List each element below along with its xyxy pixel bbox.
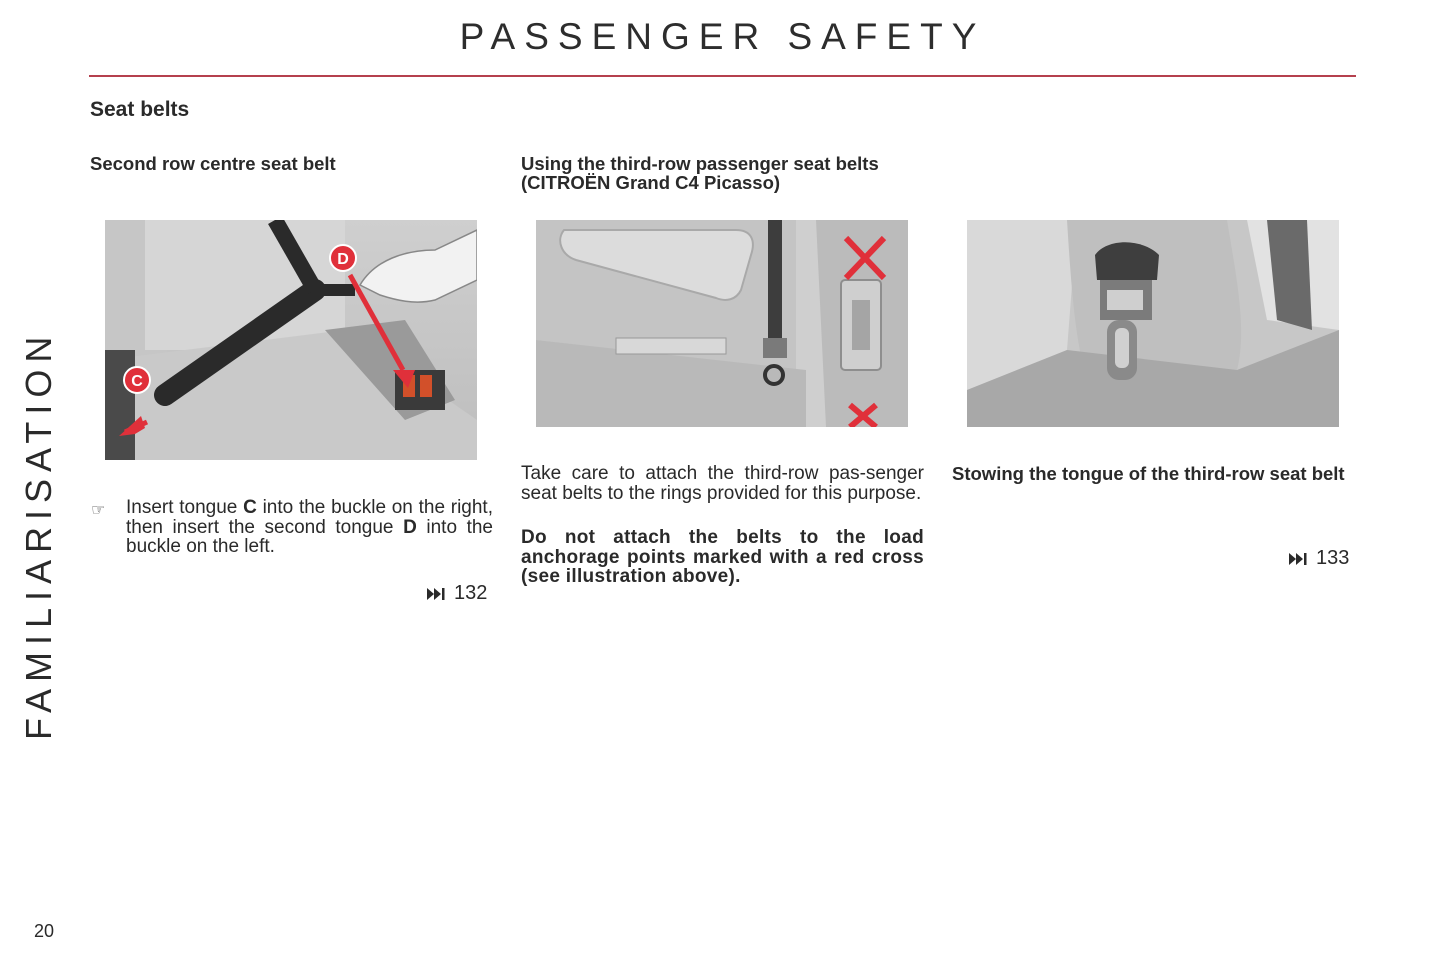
label-c: C bbox=[131, 373, 143, 390]
third-row-rings-photo bbox=[536, 220, 908, 427]
second-row-heading: Second row centre seat belt bbox=[90, 153, 336, 174]
cross-reference-133[interactable] bbox=[1289, 547, 1349, 570]
third-row-heading: Using the third-row passenger seat belts (CITROËN Grand C4 Picasso) bbox=[521, 153, 879, 193]
ref-page-133: 133 bbox=[1316, 547, 1350, 569]
third-row-instruction: Take care to attach the third-row pas-senger seat belts to the rings provided for this purpose. bbox=[521, 463, 924, 504]
second-row-instruction bbox=[126, 498, 493, 557]
instruction-part-2: into the buckle on the right, then insert the second tongue bbox=[126, 497, 493, 538]
ref-page-132: 132 bbox=[454, 582, 488, 604]
third-row-warning: Do not attach the belts to the load anchorage points marked with a red cross (see illustration above). bbox=[521, 527, 924, 587]
page-title: PASSENGER SAFETY bbox=[459, 16, 986, 57]
instruction-part-1: Insert tongue bbox=[126, 497, 244, 518]
stowing-tongue-heading: Stowing the tongue of the third-row seat belt bbox=[952, 463, 1345, 484]
chapter-side-label: FAMILIARISATION bbox=[18, 329, 59, 740]
instruction-part-3: into the buckle on the left. bbox=[126, 516, 493, 557]
tongue-c-label: C bbox=[243, 497, 257, 518]
next-track-icon bbox=[1289, 552, 1308, 566]
tongue-d-label: D bbox=[403, 516, 417, 538]
page-number: 20 bbox=[34, 921, 55, 941]
second-row-belt-photo bbox=[105, 220, 477, 460]
pointing-hand-icon: ☞ bbox=[91, 502, 106, 519]
cross-reference-132[interactable] bbox=[427, 582, 487, 605]
title-rule bbox=[89, 75, 1356, 77]
label-d: D bbox=[337, 251, 349, 268]
next-track-icon bbox=[427, 587, 446, 601]
section-heading: Seat belts bbox=[90, 98, 190, 121]
stowing-tongue-photo bbox=[967, 220, 1339, 427]
